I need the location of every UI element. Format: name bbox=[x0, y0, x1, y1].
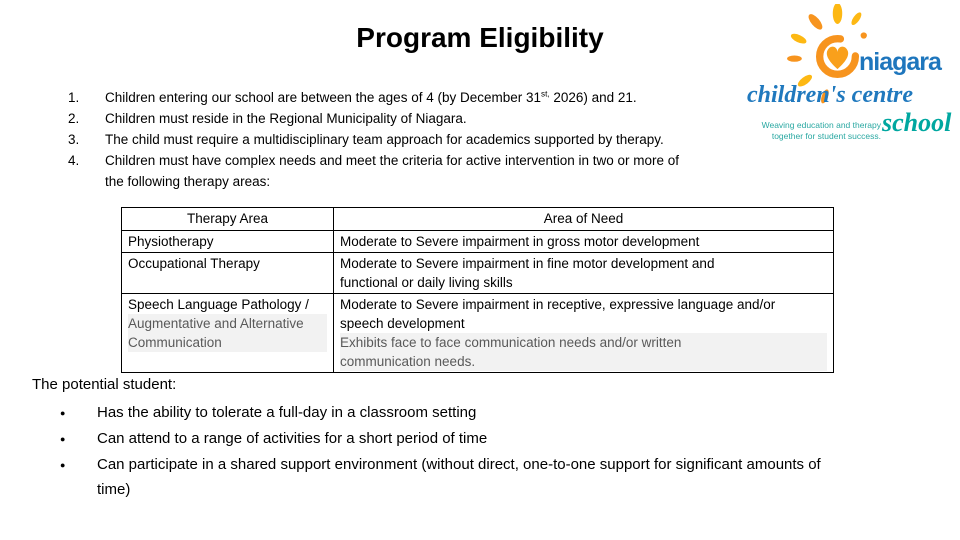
therapy-area-cell: Occupational Therapy bbox=[122, 253, 334, 294]
bullet-marker: ● bbox=[60, 460, 66, 470]
table-row bbox=[122, 231, 834, 253]
potential-student-section bbox=[32, 374, 944, 502]
criteria-text: The child must require a multidisciplinary team approach for academics supported by therapy. bbox=[105, 132, 664, 147]
criteria-number: 3. bbox=[68, 132, 80, 147]
page-title: Program Eligibility bbox=[356, 22, 604, 53]
table-header-therapy-area: Therapy Area bbox=[122, 208, 334, 231]
therapy-area-cell bbox=[122, 294, 334, 373]
logo-text-childrens-centre: children's centre bbox=[747, 82, 913, 108]
need-text-line: Moderate to Severe impairment in fine motor development and bbox=[340, 256, 715, 271]
criteria-text bbox=[105, 87, 637, 108]
criteria-text-line: the following therapy areas: bbox=[105, 174, 271, 189]
bullet-text-line: Can participate in a shared support environment (without direct, one-to-one support for significant amounts of bbox=[97, 456, 821, 473]
logo-text-niagara: niagara bbox=[859, 48, 941, 76]
therapy-area-line-muted: Augmentative and Alternative bbox=[128, 314, 327, 333]
eligibility-criteria-list bbox=[68, 87, 758, 192]
therapy-area-line: Speech Language Pathology / bbox=[128, 297, 309, 312]
criteria-text bbox=[105, 150, 679, 192]
bullet-text-line: time) bbox=[97, 481, 131, 498]
area-of-need-cell: Moderate to Severe impairment in gross motor development bbox=[334, 231, 834, 253]
table-row bbox=[122, 253, 834, 294]
table-row bbox=[122, 294, 834, 373]
criteria-item-3 bbox=[68, 129, 758, 150]
logo-tagline bbox=[745, 120, 881, 141]
area-of-need-cell bbox=[334, 294, 834, 373]
criteria-number: 4. bbox=[68, 153, 80, 168]
bullet-text: Has the ability to tolerate a full-day in a classroom setting bbox=[97, 404, 477, 421]
niagara-childrens-centre-logo bbox=[745, 4, 957, 146]
criteria-number: 2. bbox=[68, 111, 80, 126]
bullet-text bbox=[97, 452, 937, 502]
criteria-text-pre: Children entering our school are between the ages of 4 (by December 31 bbox=[105, 90, 542, 105]
need-text-line-muted: communication needs. bbox=[340, 352, 827, 371]
need-text-line: functional or daily living skills bbox=[340, 275, 513, 290]
potential-student-bullet-list bbox=[32, 400, 944, 502]
criteria-text: Children must reside in the Regional Municipality of Niagara. bbox=[105, 111, 467, 126]
logo-tagline-line1: Weaving education and therapy bbox=[761, 120, 881, 130]
therapy-area-cell: Physiotherapy bbox=[122, 231, 334, 253]
criteria-item-2 bbox=[68, 108, 758, 129]
logo-tagline-line2: together for student success. bbox=[771, 130, 881, 141]
bullet-item bbox=[60, 426, 944, 452]
bullet-text: Can attend to a range of activities for a short period of time bbox=[97, 430, 488, 447]
criteria-superscript: st, bbox=[541, 89, 550, 99]
potential-student-heading: The potential student: bbox=[32, 376, 177, 393]
area-of-need-cell bbox=[334, 253, 834, 294]
therapy-area-line-muted: Communication bbox=[128, 333, 327, 352]
bullet-item bbox=[60, 452, 944, 502]
bullet-item bbox=[60, 400, 944, 426]
logo-text-school: school bbox=[882, 108, 952, 137]
need-text-line: Moderate to Severe impairment in receptive, expressive language and/or bbox=[340, 297, 776, 312]
bullet-marker: ● bbox=[60, 408, 66, 418]
criteria-number: 1. bbox=[68, 90, 80, 105]
criteria-text-line: Children must have complex needs and meet the criteria for active intervention in two or more of bbox=[105, 153, 680, 168]
table-header-area-of-need: Area of Need bbox=[334, 208, 834, 231]
criteria-item-4 bbox=[68, 150, 758, 192]
need-text-line-muted: Exhibits face to face communication needs and/or written bbox=[340, 333, 827, 352]
need-text-line: speech development bbox=[340, 316, 465, 331]
criteria-item-1 bbox=[68, 87, 758, 108]
table-header-row bbox=[122, 208, 834, 231]
bullet-marker: ● bbox=[60, 434, 66, 444]
therapy-areas-table bbox=[121, 207, 834, 373]
criteria-text-post: 2026) and 21. bbox=[549, 90, 637, 105]
